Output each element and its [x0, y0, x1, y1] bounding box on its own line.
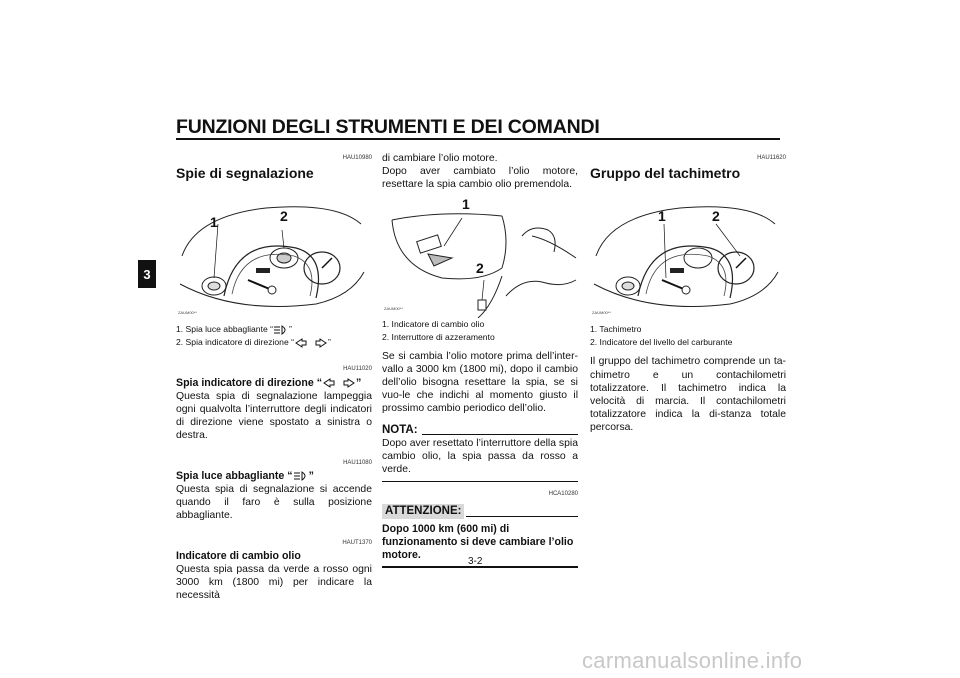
speedometer-drawing — [176, 186, 372, 321]
callout-1: 1 — [462, 195, 470, 212]
column-2 — [382, 152, 578, 568]
figure-caption — [590, 323, 786, 349]
figure-caption — [382, 318, 578, 344]
subheading-turn-signal: Spia indicatore di direzione “ ” — [176, 376, 362, 389]
section-heading: Spie di segnalazione — [176, 165, 314, 182]
subheading-oil-change: Indicatore di cambio olio — [176, 549, 301, 562]
callout-2: 2 — [280, 208, 288, 225]
caution-text: Dopo 1000 km (600 mi) di funzionamento si deve cambiare l’olio motore. — [382, 523, 578, 568]
title-rule — [176, 138, 780, 140]
subheading-high-beam: Spia luce abbagliante “ ” — [176, 469, 314, 482]
paragraph-reset: Dopo aver cambiato l’olio motore, resettare la spia cambio olio premendola. — [382, 166, 578, 191]
paragraph-speedometer: Il gruppo del tachimetro comprende un ta-chimetro e un contachilometri totalizzatore. Il tachimetro indica la velocità di marcia. Il contachilometri totalizzatore indica la di-stanza totale percorsa. — [590, 356, 786, 434]
section-code: HAU11020 — [343, 366, 372, 373]
section-code: HAU11620 — [757, 155, 786, 161]
paragraph-turn-signal: Questa spia di segnalazione lampeggia ogni qualvolta l’interruttore degli indicatori di direzione viene spostato a sinistra o destra. — [176, 390, 372, 442]
callout-2: 2 — [476, 259, 484, 276]
page-title: FUNZIONI DEGLI STRUMENTI E DEI COMANDI — [176, 116, 600, 138]
caption-item-2: 2. Interruttore di azzeramento — [382, 331, 495, 342]
figure-code: ZAUM00** — [384, 306, 403, 312]
turn-signal-icon — [322, 378, 356, 388]
note-heading: NOTA: — [382, 424, 578, 437]
caption-item-1: 1. Indicatore di cambio olio — [382, 318, 485, 329]
figure-caption — [176, 323, 372, 349]
high-beam-icon — [293, 471, 309, 481]
figure-code: ZAUM00** — [178, 310, 197, 316]
caption-item-2: 2. Spia indicatore di direzione “ ” — [176, 337, 331, 348]
turn-signal-icon — [294, 338, 328, 348]
chapter-tab: 3 — [138, 260, 156, 288]
caption-item-2: 2. Indicatore del livello del carburante — [590, 337, 733, 348]
callout-1: 1 — [210, 214, 218, 231]
caption-item-1: 1. Spia luce abbagliante “ ” — [176, 324, 292, 335]
watermark: carmanualsonline.info — [582, 648, 803, 673]
page-number: 3-2 — [468, 556, 483, 567]
caution-heading: ATTENZIONE: — [382, 504, 578, 519]
section-code: HAU11080 — [343, 459, 372, 466]
section-code: HAU10980 — [342, 155, 372, 161]
column-3 — [590, 152, 786, 435]
oil-indicator-drawing — [382, 196, 578, 318]
callout-2: 2 — [712, 208, 720, 225]
speedometer-figure — [590, 186, 786, 321]
paragraph-oil-change: Questa spia passa da verde a rosso ogni 3000 km (1800 mi) per indicare la necessità — [176, 564, 372, 602]
paragraph-early-change: Se si cambia l’olio motore prima dell’inter-vallo a 3000 km (1800 mi), dopo il cambio dell’olio bisogna resettare la spia, se si vuo-le che indichi al momento giusto il prossimo cambio periodico dell’olio. — [382, 350, 578, 415]
instrument-figure — [176, 186, 372, 321]
high-beam-icon — [273, 325, 289, 335]
column-1 — [176, 152, 372, 603]
section-heading: Gruppo del tachimetro — [590, 165, 741, 182]
paragraph-continued: di cambiare l’olio motore. — [382, 153, 498, 164]
figure-code: ZAUM00** — [592, 310, 611, 316]
callout-1: 1 — [658, 208, 666, 225]
oil-indicator-figure — [382, 196, 578, 318]
section-code: HAUT1370 — [342, 539, 372, 546]
speedometer-drawing — [590, 186, 786, 321]
caption-item-1: 1. Tachimetro — [590, 324, 642, 335]
paragraph-high-beam: Questa spia di segnalazione si accende quando il faro è sulla posizione abbagliante. — [176, 484, 372, 522]
note-text: Dopo aver resettato l’interruttore della spia cambio olio, la spia passa da rosso a verde. — [382, 437, 578, 483]
section-code: HCA10280 — [548, 491, 578, 498]
